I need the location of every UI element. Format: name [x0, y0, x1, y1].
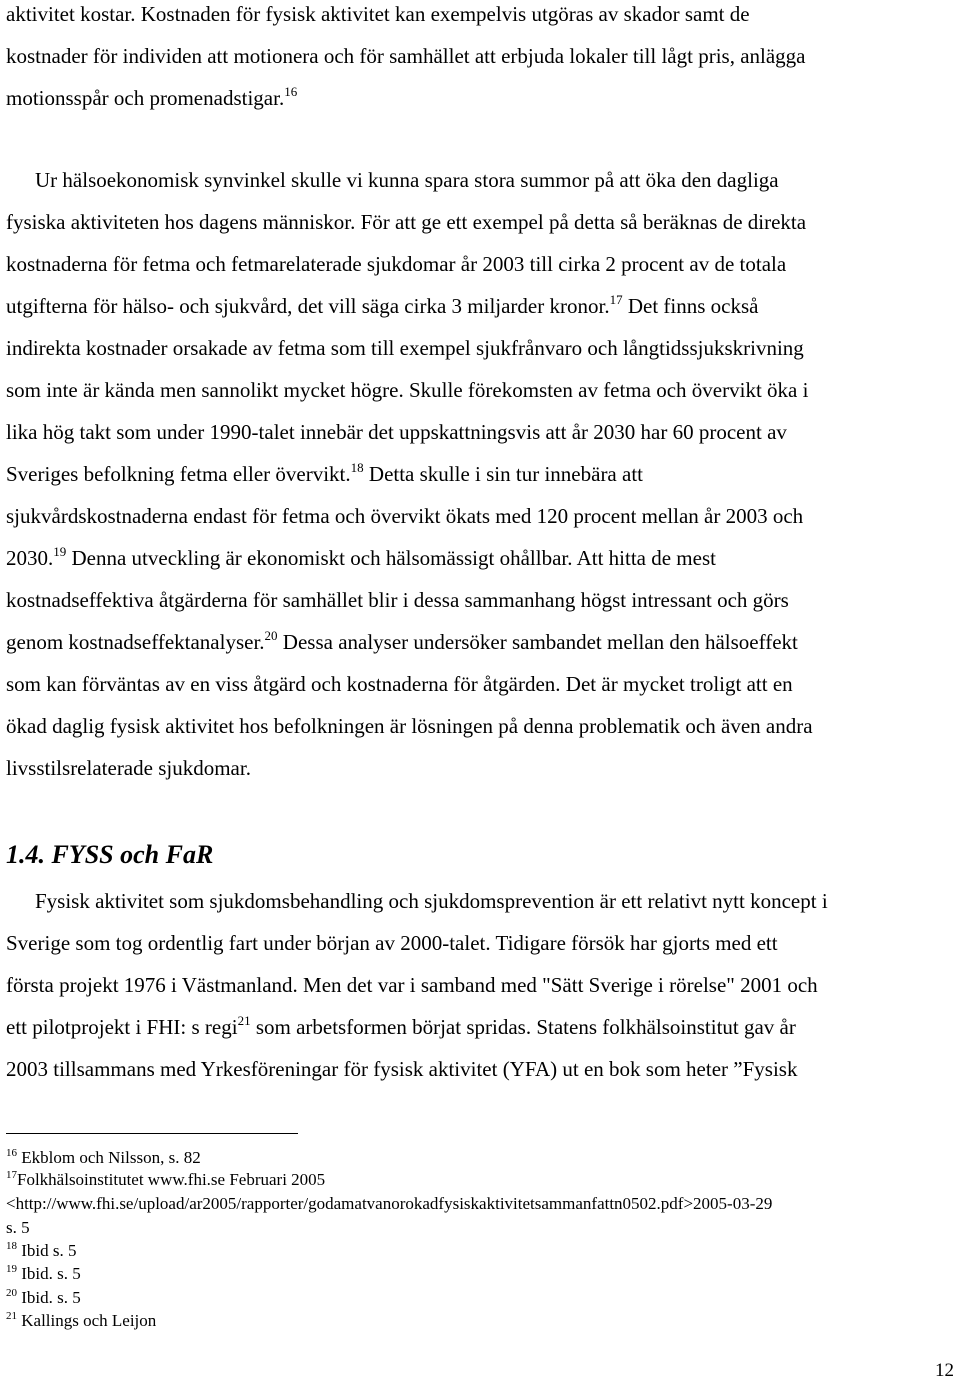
body-line: Ur hälsoekonomisk synvinkel skulle vi kunna spara stora summor på att öka den dagliga: [35, 168, 779, 192]
section-heading: 1.4. FYSS och FaR: [6, 840, 214, 869]
footnote-ref: 18: [350, 460, 364, 475]
footnote-ref: 17: [609, 292, 623, 307]
body-line: Fysisk aktivitet som sjukdomsbehandling och sjukdomsprevention är ett relativt nytt koncept i: [35, 889, 828, 913]
body-line: aktivitet kostar. Kostnaden för fysisk aktivitet kan exempelvis utgöras av skador samt de: [6, 2, 750, 26]
footnote-ref: 16: [284, 84, 298, 99]
body-line: som inte är kända men sannolikt mycket högre. Skulle förekomsten av fetma och övervikt öka i: [6, 378, 809, 402]
footnote: $^{20}$ Ibid. s. 5: [6, 1287, 81, 1307]
footnote: <http://www.fhi.se/upload/ar2005/rapporter/godamatvanorokadfysiskaktivitetsammanfattn0502.pdf>2005-03-29: [6, 1194, 773, 1213]
body-line: 2003 tillsammans med Yrkesföreningar för fysisk aktivitet (YFA) ut en bok som heter ”Fysisk: [6, 1057, 798, 1081]
page-number: 12: [935, 1360, 954, 1381]
body-line: indirekta kostnader orsakade av fetma som till exempel sjukfrånvaro och långtidssjukskrivning: [6, 336, 804, 360]
body-line: Sverige som tog ordentlig fart under början av 2000-talet. Tidigare försök har gjorts med ett: [6, 931, 778, 955]
body-line: fysiska aktiviteten hos dagens människor. För att ge ett exempel på detta så beräknas de direkta: [6, 210, 807, 234]
body-line: livsstilsrelaterade sjukdomar.: [6, 756, 251, 780]
body-line: lika hög takt som under 1990-talet innebär det uppskattningsvis att år 2030 har 60 procent av: [6, 420, 787, 444]
footnote: $^{16}$ Ekblom och Nilsson, s. 82: [6, 1147, 201, 1167]
footnote-ref: 20: [264, 628, 278, 643]
body-line: ökad daglig fysisk aktivitet hos befolkningen är lösningen på denna problematik och även andra: [6, 714, 813, 738]
body-line: som kan förväntas av en viss åtgärd och kostnaderna för åtgärden. Det är mycket troligt att en: [6, 672, 793, 696]
body-line: sjukvårdskostnaderna endast för fetma och övervikt ökats med 120 procent mellan år 2003 och: [6, 504, 804, 528]
body-line: kostnaderna för fetma och fetmarelaterade sjukdomar år 2003 till cirka 2 procent av de totala: [6, 252, 787, 276]
body-line: 2030.19 Denna utveckling är ekonomiskt och hälsomässigt ohållbar. Att hitta de mest: [6, 544, 716, 570]
body-line: genom kostnadseffektanalyser.$^{20}$ Dessa analyser undersöker sambandet mellan den hälsoeffekt: [6, 628, 798, 654]
body-line: första projekt 1976 i Västmanland. Men det var i samband med "Sätt Sverige i rörelse" 2001 och: [6, 973, 818, 997]
footnote-separator: [6, 1133, 298, 1134]
footnote: $^{17}$Folkhälsoinstitutet www.fhi.se Februari 2005: [6, 1169, 326, 1189]
footnote: s. 5: [6, 1218, 30, 1237]
footnote: $^{18}$ Ibid s. 5: [6, 1240, 77, 1260]
footnote: $^{21}$ Kallings och Leijon: [6, 1310, 157, 1330]
footnote-ref: 19: [53, 544, 67, 559]
footnote-ref: 21: [237, 1013, 251, 1028]
footnote: $^{19}$ Ibid. s. 5: [6, 1263, 81, 1283]
body-line: ett pilotprojekt i FHI: s regi$^{21}$ som arbetsformen börjat spridas. Statens folkhälsoinstitut gav år: [6, 1013, 796, 1039]
body-line: kostnadseffektiva åtgärderna för samhället blir i dessa sammanhang högst intressant och görs: [6, 588, 789, 612]
body-line: kostnader för individen att motionera och för samhället att erbjuda lokaler till lågt pris, anlägga: [6, 44, 806, 68]
body-line: Sveriges befolkning fetma eller övervikt.$^{18}$ Detta skulle i sin tur innebära att: [6, 460, 643, 486]
body-line: motionsspår och promenadstigar.$^{16}$: [6, 84, 298, 110]
body-line: utgifterna för hälso- och sjukvård, det vill säga cirka 3 miljarder kronor.$^{17}$ Det finns också: [6, 292, 759, 318]
